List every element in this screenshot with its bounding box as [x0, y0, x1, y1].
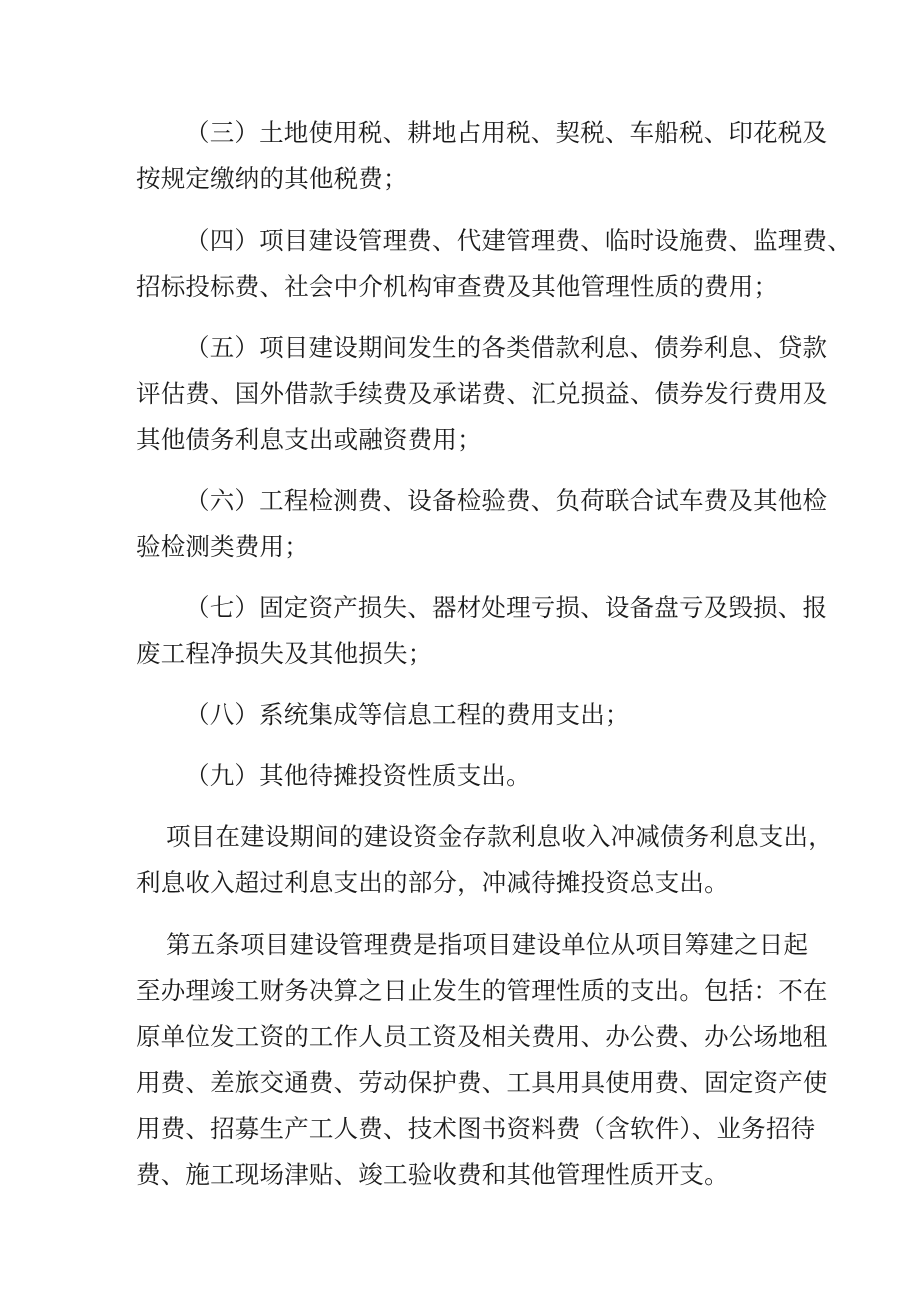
text-line: （五）项目建设期间发生的各类借款利息、债券利息、贷款 — [185, 333, 828, 362]
text-line: 利息收入超过利息支出的部分，冲减待摊投资总支出。 — [136, 868, 729, 897]
text-line: （七）固定资产损失、器材处理亏损、设备盘亏及毁损、报 — [185, 593, 828, 622]
paragraph-item-6 — [136, 478, 828, 570]
paragraph-interest-offset — [136, 814, 833, 906]
paragraph-item-5 — [136, 325, 828, 463]
text-line: 费、施工现场津贴、竣工验收费和其他管理性质开支。 — [136, 1160, 729, 1189]
text-line: 评估费、国外借款手续费及承诺费、汇兑损益、债券发行费用及 — [136, 379, 828, 408]
paragraph-item-3 — [136, 110, 828, 202]
text-line: （八）系统集成等信息工程的费用支出； — [185, 700, 630, 729]
text-line: 第五条项目建设管理费是指项目建设单位从项目筹建之日起 — [166, 930, 809, 959]
text-line: （九）其他待摊投资性质支出。 — [185, 761, 531, 790]
text-line: 招标投标费、社会中介机构审查费及其他管理性质的费用； — [136, 272, 779, 301]
text-line: （三）土地使用税、耕地占用税、契税、车船税、印花税及 — [185, 118, 828, 147]
text-line: 废工程净损失及其他损失； — [136, 639, 433, 668]
text-line: （六）工程检测费、设备检验费、负荷联合试车费及其他检 — [185, 486, 828, 515]
text-line: 原单位发工资的工作人员工资及相关费用、办公费、办公场地租 — [136, 1022, 828, 1051]
text-line: 用费、招募生产工人费、技术图书资料费（含软件）、业务招待 — [136, 1114, 816, 1143]
paragraph-item-4 — [136, 218, 852, 310]
text-line: 用费、差旅交通费、劳动保护费、工具用具使用费、固定资产使 — [136, 1068, 828, 1097]
paragraph-article-5 — [136, 922, 828, 1198]
text-line: （四）项目建设管理费、代建管理费、临时设施费、监理费、 — [185, 226, 852, 255]
paragraph-item-9 — [136, 753, 796, 799]
text-line: 验检测类费用； — [136, 532, 309, 561]
paragraph-item-7 — [136, 585, 828, 677]
text-line: 项目在建设期间的建设资金存款利息收入冲减债务利息支出， — [166, 822, 833, 851]
text-line: 至办理竣工财务决算之日止发生的管理性质的支出。包括：不在 — [136, 976, 828, 1005]
text-line: 按规定缴纳的其他税费； — [136, 164, 408, 193]
text-line: 其他债务利息支出或融资费用； — [136, 425, 482, 454]
paragraph-item-8 — [136, 692, 796, 738]
